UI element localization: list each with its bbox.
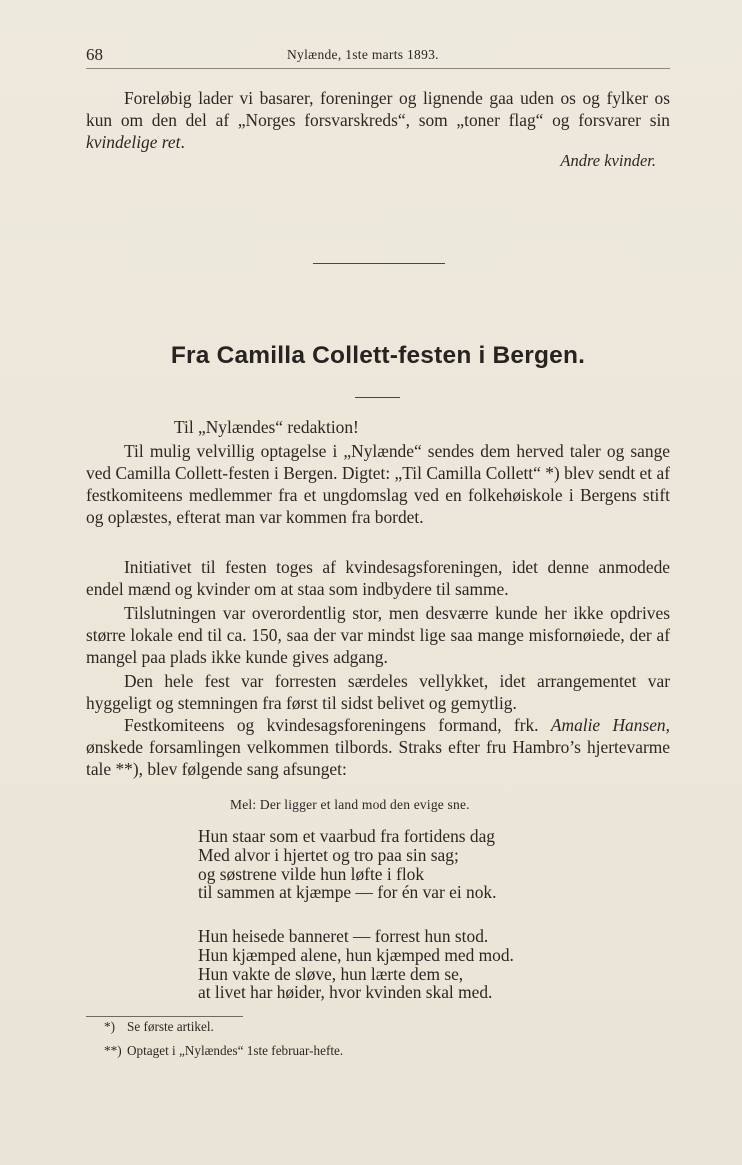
header-rule: [86, 68, 670, 69]
stanza-line: Hun staar som et vaarbud fra fortidens dag: [198, 826, 495, 846]
article-paragraph-3: Tilslutningen var overordentlig stor, men desværre kunde her ikke opdrives større lokale end til ca. 150, saa der var mindst lige saa mange misfornøiede, der af mangel paa plads ikke kunde gives adgang.: [86, 603, 670, 667]
paragraph-5-name: Amalie Hansen: [550, 715, 666, 735]
stanza-line: Hun heisede banneret — forrest hun stod.: [198, 926, 489, 946]
footnote-1: [104, 1019, 214, 1035]
article-paragraph-5: [86, 714, 670, 780]
section-separator: [313, 263, 445, 264]
previous-article-emphasis: kvindelige ret: [86, 132, 181, 152]
paragraph-5-text-b: , ønskede forsamlingen velkommen tilbords. Straks efter fru Hambro’s hjertevarme tale **), blev følgende sang afsunget:: [86, 715, 670, 779]
article-paragraph-4: Den hele fest var forresten særdeles vellykket, idet arrangementet var hyggeligt og stemningen fra først til sidst belivet og gemytlig.: [86, 671, 670, 713]
previous-article-paragraph: [86, 87, 670, 153]
stanza-line: at livet har høider, hvor kvinden skal med.: [198, 982, 493, 1003]
footnote-rule: [86, 1016, 243, 1017]
stanza-line: Hun kjæmped alene, hun kjæmped med mod.: [198, 944, 514, 965]
stanza-line: og søstrene vilde hun løfte i flok: [198, 863, 425, 884]
footnote-text: Optaget i „Nylændes“ 1ste februar-hefte.: [127, 1043, 344, 1058]
article-title: Fra Camilla Collett-festen i Bergen.: [170, 342, 586, 369]
previous-article-period: .: [180, 132, 185, 152]
paragraph-5-text-a: Festkomiteens og kvindesagsforeningens formand, frk.: [124, 715, 551, 735]
salutation: Til „Nylændes“ redaktion!: [174, 417, 359, 437]
song-stanza-2: [198, 927, 514, 1002]
footnote-2: [104, 1043, 343, 1059]
song-stanza-1: [198, 827, 496, 902]
page-number: 68: [86, 45, 103, 64]
article-paragraph-1: Til mulig velvillig optagelse i „Nylænde“ sendes dem herved taler og sange ved Camilla Collett-festen i Bergen. Digtet: „Til Camilla Collett“ *) blev sendt et af festkomiteens medlemmer fra et ungdomslag ved en folkehøiskole i Bergens stift og oplæstes, efterat man var kommen fra bordet.: [86, 441, 670, 527]
stanza-line: Med alvor i hjertet og tro paa sin sag;: [198, 844, 459, 865]
stanza-line: til sammen at kjæmpe — for én var ei nok.: [198, 882, 497, 903]
song-melody: Mel: Der ligger et land mod den evige sne.: [230, 797, 470, 812]
title-rule: [355, 397, 400, 398]
footnote-mark: **): [104, 1043, 122, 1058]
footnote-text: Se første artikel.: [127, 1019, 214, 1034]
running-head: Nylænde, 1ste marts 1893.: [287, 47, 439, 62]
article-paragraph-2: Initiativet til festen toges af kvindesagsforeningen, idet denne anmodede endel mænd og kvinder om at staa som indbydere til samme.: [86, 557, 670, 599]
previous-article-text: Foreløbig lader vi basarer, foreninger og lignende gaa uden os og fylker os kun om den del af „Norges forsvarskreds“, som „toner flag“ og forsvarer sin: [86, 88, 670, 130]
stanza-line: Hun vakte de sløve, hun lærte dem se,: [198, 963, 464, 984]
previous-article-signature: Andre kvinder.: [560, 151, 656, 170]
footnote-mark: *): [104, 1019, 115, 1034]
